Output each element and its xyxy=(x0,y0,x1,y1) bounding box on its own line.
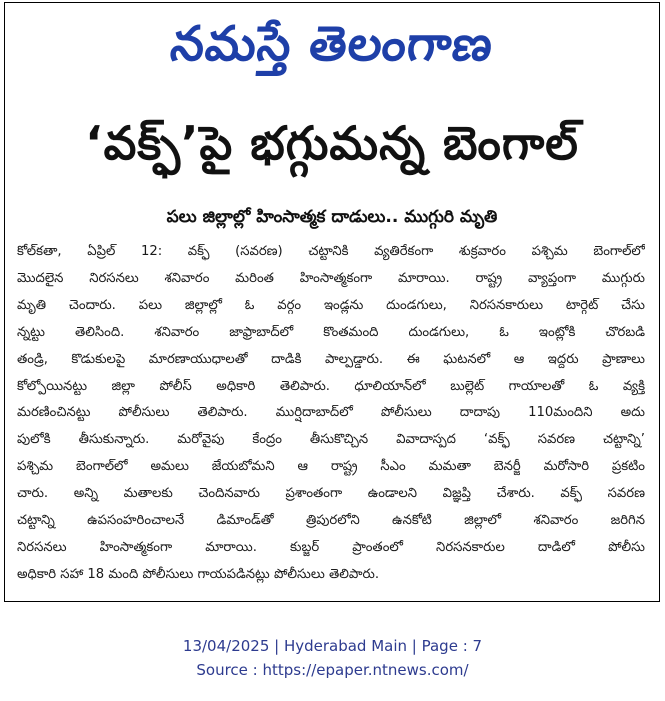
article-body xyxy=(17,239,645,589)
article-line: చట్టాన్ని ఉపసంహరించాలనే డిమాండ్‌తో త్రిపురలోని ఉనకోటి జిల్లాలో శనివారం జరిగిన xyxy=(17,513,645,529)
article-line: కోల్పోయినట్టు జిల్లా పోలీస్ అధికారి తెలిపారు. ధూలియాన్‌లో బుల్లెట్ గాయాలతో ఓ వ్యక్తి xyxy=(17,378,645,394)
clipping-footer xyxy=(0,634,665,682)
article-line: కోల్‌కతా, ఏప్రిల్ 12: వక్ఫ్ (సవరణ) చట్టానికి వ్యతిరేకంగా శుక్రవారం పశ్చిమ బెంగాల్‌లో xyxy=(17,244,645,259)
article-headline: ‘వక్ఫ్’పై భగ్గుమన్న బెంగాల్ xyxy=(85,116,579,170)
article-line: న్నట్టు తెలిసింది. శనివారం జాఫ్రాబాద్‌లో కొంతమంది దుండగులు, ఓ ఇంట్లోకి చొరబడి xyxy=(17,324,645,340)
article-subheadline: పలు జిల్లాల్లో హింసాత్మక దాడులు.. ముగ్గురి మృతి xyxy=(166,207,498,227)
article-line: అధికారి సహా 18 మంది పోలీసులు గాయపడినట్లు పోలీసులు తెలిపారు. xyxy=(17,566,380,582)
article-line: మొదలైన నిరసనలు శనివారం మరింత హింసాత్మకంగా మారాయి. రాష్ట్ర వ్యాప్తంగా ముగ్గురు xyxy=(17,270,645,286)
article-line: తండ్రి, కొడుకులపై మారణాయుధాలతో దాడికి పాల్పడ్డారు. ఈ ఘటనలో ఆ ఇద్దరు ప్రాణాలు xyxy=(17,351,645,367)
article-line: మృతి చెందారు. పలు జిల్లాల్లో ఓ వర్గం ఇండ్లను దుండగులు, నిరసనకారులు టార్గెట్ చేసు xyxy=(17,297,645,313)
masthead-title: నమస్తే తెలంగాణ xyxy=(167,16,497,72)
article-line: నిరసనలు హింసాత్మకంగా మారాయి. కుబ్జర్ ప్రాంతంలో నిరసనకారుల దాడిలో పోలీసు xyxy=(17,539,645,555)
newspaper-clipping xyxy=(4,2,660,602)
article-line: చారు. అన్ని మతాలకు చెందినవారు ప్రశాంతంగా ఉండాలని విజ్ఞప్తి చేశారు. వక్ఫ్ సవరణ xyxy=(17,486,645,502)
article-line: మరణించినట్టు పోలీసులు తెలిపారు. ముర్షిదాబాద్‌లో పోలీసులు దాదాపు 110మందిని అదు xyxy=(17,405,645,421)
source-link[interactable]: Source : https://epaper.ntnews.com/ xyxy=(196,661,469,679)
article-line: పులోకి తీసుకున్నారు. మరోవైపు కేంద్రం తీసుకొచ్చిన వివాదాస్పద ‘వక్ఫ్ సవరణ చట్టాన్ని’ xyxy=(17,432,645,448)
publication-meta: 13/04/2025 | Hyderabad Main | Page : 7 xyxy=(182,637,483,655)
article-line: పశ్చిమ బెంగాల్‌లో అమలు జేయబోమని ఆ రాష్ట్ర సీఎం మమతా బెనర్జీ మరోసారి ప్రకటిం xyxy=(17,459,645,475)
